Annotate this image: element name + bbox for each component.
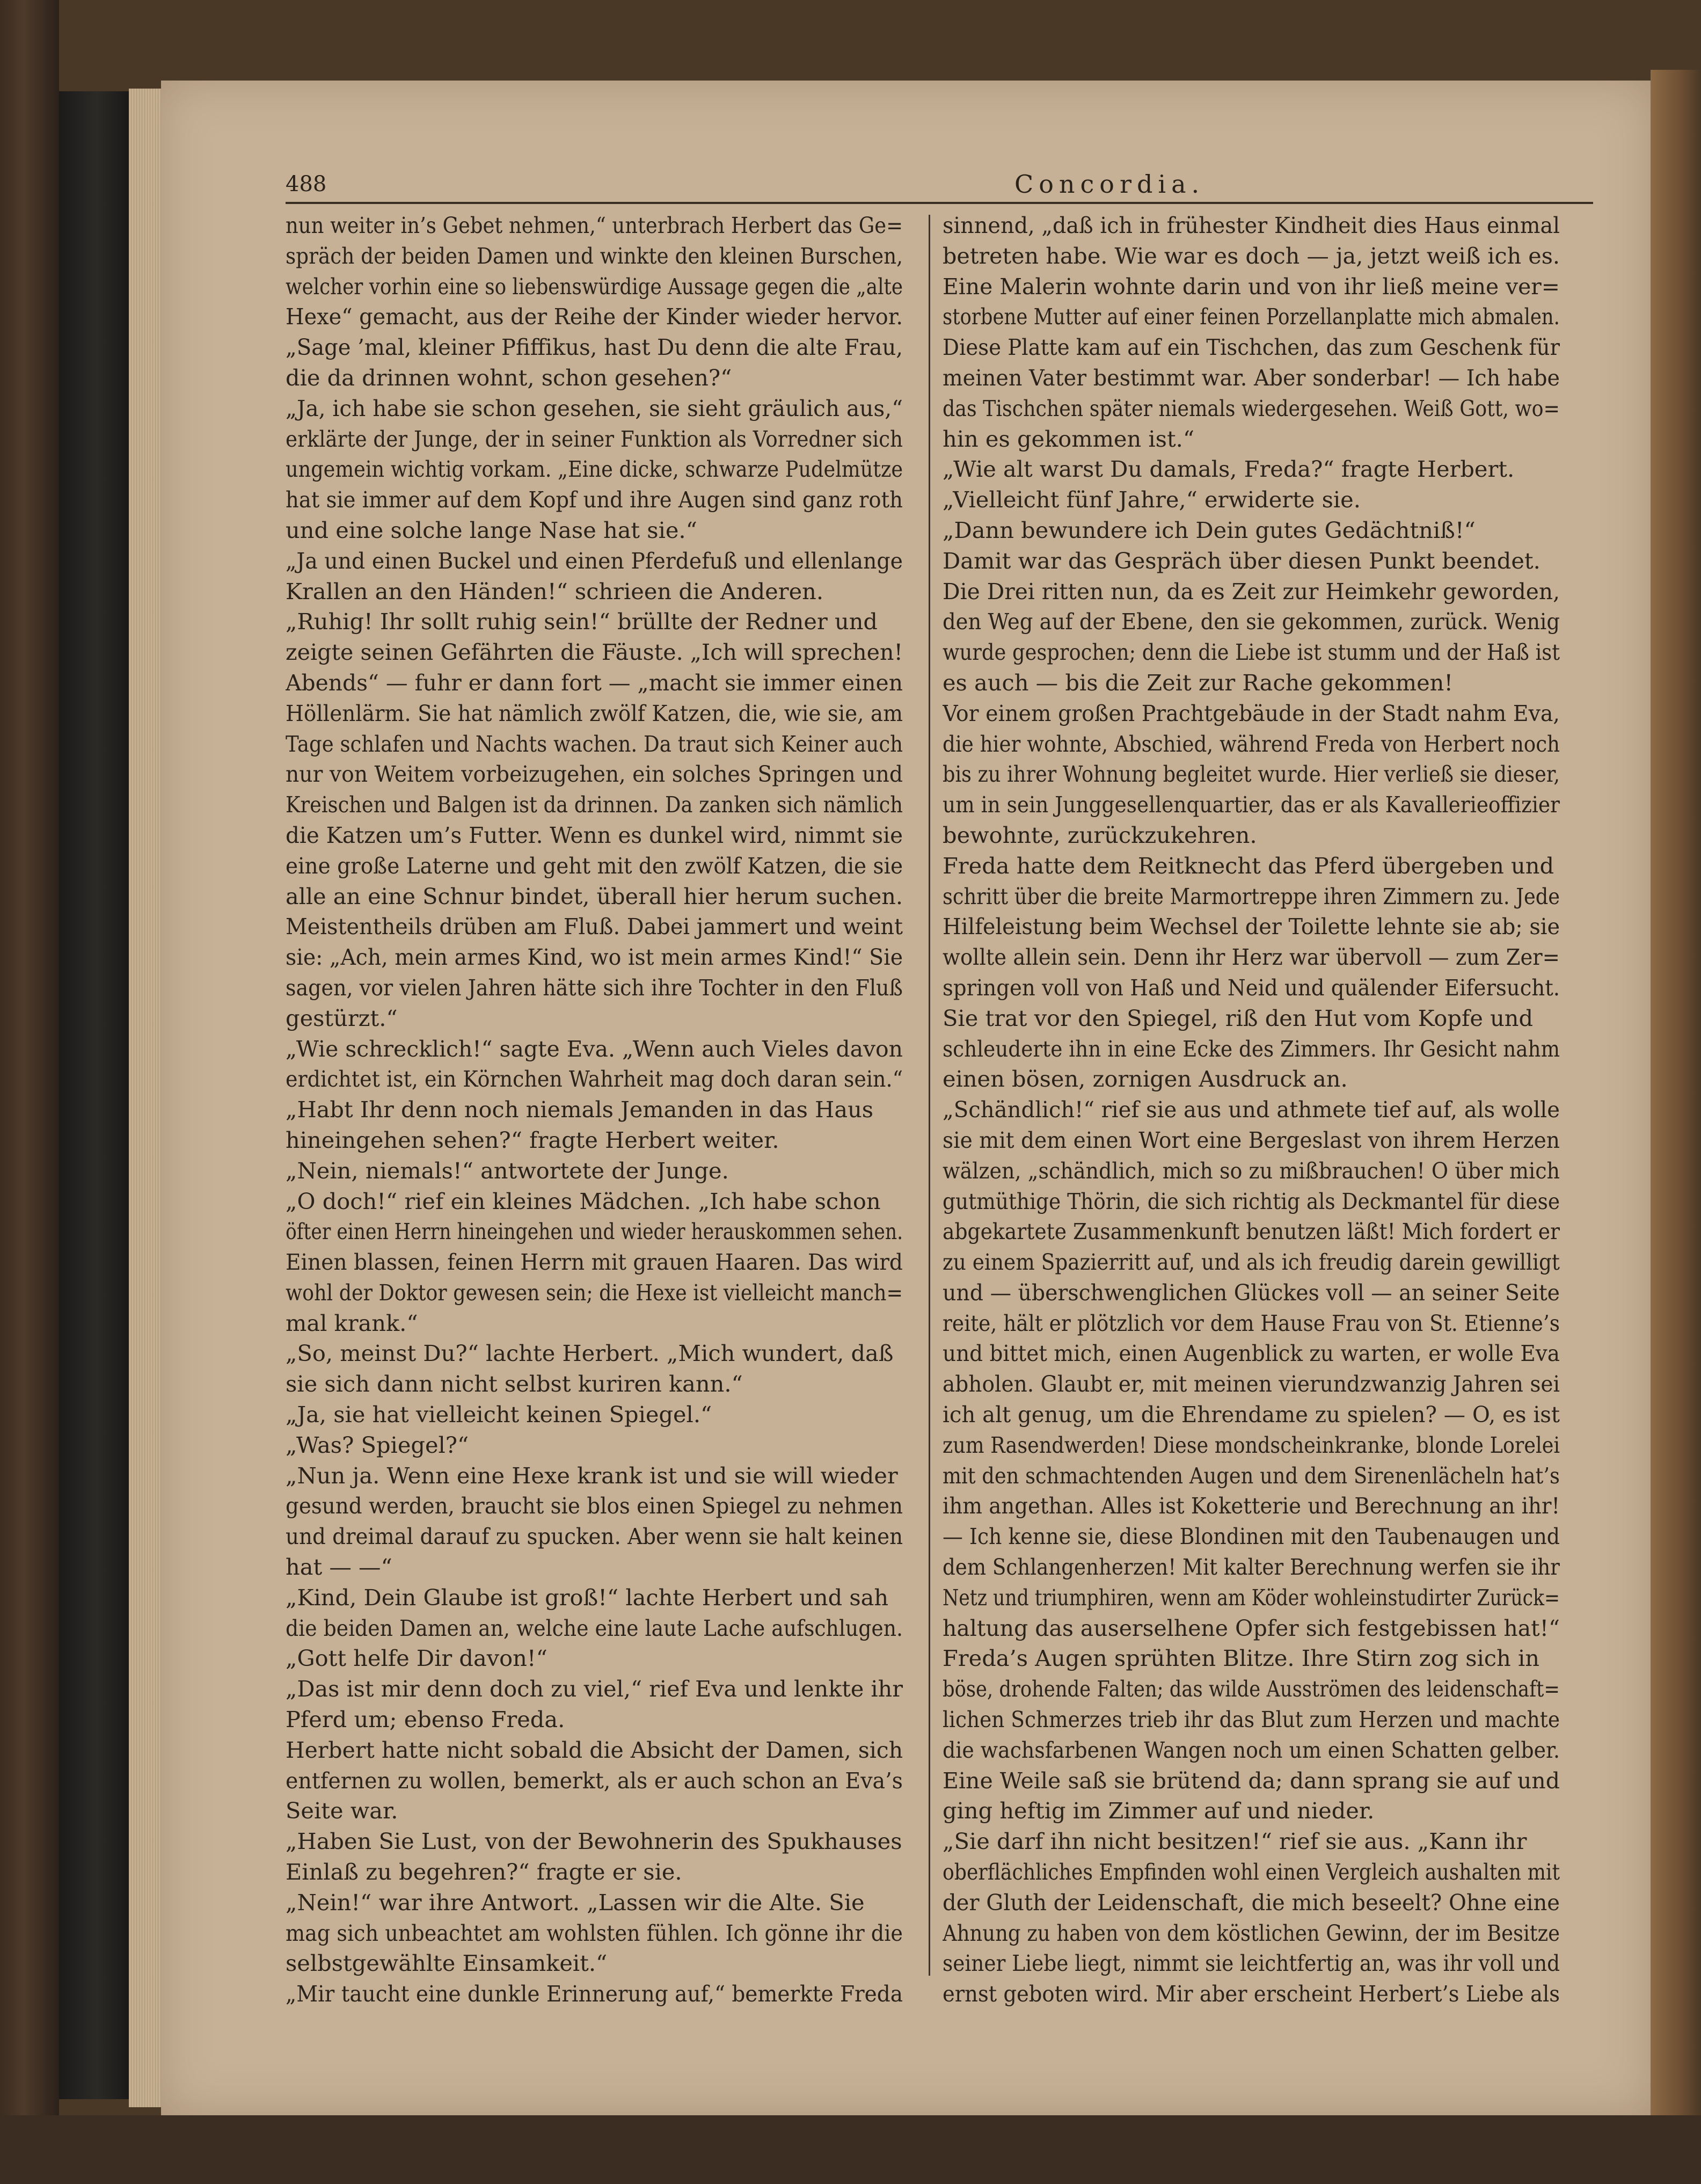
text-line: wälzen, „schändlich, mich so zu mißbrauchen! O über mich — [943, 1157, 1560, 1184]
text-line: spräch der beiden Damen und winkte den kleinen Burschen, — [286, 242, 903, 269]
text-line: Herbert hatte nicht sobald die Absicht der Damen, sich — [286, 1736, 903, 1763]
text-line: welcher vorhin eine so liebenswürdige Aussage gegen die „alte — [286, 273, 903, 300]
text-line: „Dann bewundere ich Dein gutes Gedächtniß!“ — [943, 516, 1476, 543]
text-line: nur von Weitem vorbeizugehen, ein solches Springen und — [286, 761, 903, 788]
text-line: Sie trat vor den Spiegel, riß den Hut vom Kopfe und — [943, 1004, 1534, 1031]
book-cover-edge — [0, 0, 59, 2184]
text-line: seiner Liebe liegt, nimmt sie leichtfertig an, was ihr voll und — [943, 1950, 1560, 1977]
text-line: Krallen an den Händen!“ schrieen die Anderen. — [286, 578, 824, 605]
text-line: zum Rasendwerden! Diese mondscheinkranke, blonde Lorelei — [943, 1431, 1560, 1458]
text-line: hin es gekommen ist.“ — [943, 425, 1195, 452]
header-rule — [286, 202, 1593, 204]
text-line: bewohnte, zurückzukehren. — [943, 821, 1257, 848]
text-line: „Gott helfe Dir davon!“ — [286, 1645, 547, 1672]
text-line: — Ich kenne sie, diese Blondinen mit den Taubenaugen und — [943, 1523, 1560, 1550]
text-line: „Nein!“ war ihre Antwort. „Lassen wir die Alte. Sie — [286, 1889, 865, 1916]
text-line: mit den schmachtenden Augen und dem Sirenenlächeln hat’s — [943, 1462, 1560, 1489]
text-line: erdichtet ist, ein Körnchen Wahrheit mag doch daran sein.“ — [286, 1066, 903, 1093]
text-line: der Gluth der Leidenschaft, die mich beseelt? Ohne eine — [943, 1889, 1560, 1916]
text-line: Netz und triumphiren, wenn am Köder wohleinstudirter Zurück= — [943, 1584, 1560, 1611]
text-line: gesund werden, braucht sie blos einen Spiegel zu nehmen — [286, 1493, 903, 1519]
text-line: erklärte der Junge, der in seiner Funktion als Vorredner sich — [286, 425, 903, 452]
text-line: „Mir taucht eine dunkle Erinnerung auf,“ bemerkte Freda — [286, 1981, 903, 2007]
text-line: wohl der Doktor gewesen sein; die Hexe ist vielleicht manch= — [286, 1279, 903, 1306]
text-line: ernst geboten wird. Mir aber erscheint Herbert’s Liebe als — [943, 1981, 1560, 2007]
text-line: „Ja, ich habe sie schon gesehen, sie sieht gräulich aus,“ — [286, 395, 903, 421]
text-line: „Nun ja. Wenn eine Hexe krank ist und sie will wieder — [286, 1462, 898, 1489]
text-line: Ahnung zu haben von dem köstlichen Gewinn, der im Besitze — [943, 1919, 1560, 1946]
text-line: ich alt genug, um die Ehrendame zu spielen? — O, es ist — [943, 1401, 1560, 1428]
text-line: „Nein, niemals!“ antwortete der Junge. — [286, 1157, 729, 1184]
page-number: 488 — [286, 172, 327, 196]
text-line: storbene Mutter auf einer feinen Porzellanplatte mich abmalen. — [943, 303, 1560, 330]
text-line: „Sage ’mal, kleiner Pfiffikus, hast Du denn die alte Frau, — [286, 334, 903, 361]
text-line: die beiden Damen an, welche eine laute Lache aufschlugen. — [286, 1614, 903, 1641]
text-line: alle an eine Schnur bindet, überall hier herum suchen. — [286, 883, 903, 909]
text-line: abgekartete Zusammenkunft benutzen läßt! Mich fordert er — [943, 1218, 1560, 1245]
text-line: Eine Weile saß sie brütend da; dann sprang sie auf und — [943, 1767, 1560, 1794]
text-line: nun weiter in’s Gebet nehmen,“ unterbrach Herbert das Ge= — [286, 212, 903, 238]
text-line: reite, hält er plötzlich vor dem Hause Frau von St. Etienne’s — [943, 1309, 1560, 1336]
running-title: Concordia. — [1014, 170, 1205, 199]
text-line: und bittet mich, einen Augenblick zu warten, er wolle Eva — [943, 1340, 1560, 1367]
text-line: dem Schlangenherzen! Mit kalter Berechnung werfen sie ihr — [943, 1554, 1560, 1581]
text-line: haltung das auserselhene Opfer sich festgebissen hat!“ — [943, 1614, 1560, 1641]
text-line: Freda hatte dem Reitknecht das Pferd übergeben und — [943, 852, 1554, 879]
text-line: Hexe“ gemacht, aus der Reihe der Kinder wieder hervor. — [286, 303, 903, 330]
text-line: die Katzen um’s Futter. Wenn es dunkel wird, nimmt sie — [286, 821, 903, 848]
text-line: wollte allein sein. Denn ihr Herz war übervoll — zum Zer= — [943, 944, 1560, 971]
text-line: und — überschwenglichen Glückes voll — an seiner Seite — [943, 1279, 1560, 1306]
text-line: „O doch!“ rief ein kleines Mädchen. „Ich habe schon — [286, 1188, 881, 1214]
text-line: „Habt Ihr denn noch niemals Jemanden in das Haus — [286, 1096, 874, 1123]
text-line: ihm angethan. Alles ist Koketterie und Berechnung an ihr! — [943, 1493, 1560, 1519]
text-line: „Kind, Dein Glaube ist groß!“ lachte Herbert und sah — [286, 1584, 889, 1611]
text-line: abholen. Glaubt er, mit meinen vierundzwanzig Jahren sei — [943, 1371, 1560, 1397]
text-line: „Schändlich!“ rief sie aus und athmete tief auf, als wolle — [943, 1096, 1560, 1123]
text-line: bis zu ihrer Wohnung begleitet wurde. Hier verließ sie dieser, — [943, 761, 1560, 788]
text-line: „Haben Sie Lust, von der Bewohnerin des Spukhauses — [286, 1828, 902, 1855]
text-line: „Das ist mir denn doch zu viel,“ rief Eva und lenkte ihr — [286, 1676, 903, 1702]
text-line: sagen, vor vielen Jahren hätte sich ihre Tochter in den Fluß — [286, 974, 903, 1001]
text-line: „Ja und einen Buckel und einen Pferdefuß und ellenlange — [286, 547, 903, 574]
text-line: Einlaß zu begehren?“ fragte er sie. — [286, 1859, 682, 1885]
text-line: ungemein wichtig vorkam. „Eine dicke, schwarze Pudelmütze — [286, 456, 903, 483]
text-line: „Ja, sie hat vielleicht keinen Spiegel.“ — [286, 1401, 712, 1428]
text-line: Vor einem großen Prachtgebäude in der Stadt nahm Eva, — [943, 700, 1560, 726]
text-line: die hier wohnte, Abschied, während Freda von Herbert noch — [943, 730, 1560, 757]
text-line: die da drinnen wohnt, schon gesehen?“ — [286, 364, 732, 391]
text-line: das Tischchen später niemals wiedergesehen. Weiß Gott, wo= — [943, 395, 1560, 421]
text-column-left — [286, 210, 903, 2010]
text-line: oberflächliches Empfinden wohl einen Vergleich aushalten mit — [943, 1859, 1560, 1885]
text-line: „Vielleicht fünf Jahre,“ erwiderte sie. — [943, 486, 1361, 513]
text-line: Diese Platte kam auf ein Tischchen, das zum Geschenk für — [943, 334, 1560, 361]
text-line: und eine solche lange Nase hat sie.“ — [286, 516, 697, 543]
text-line: „Was? Spiegel?“ — [286, 1431, 469, 1458]
text-line: öfter einen Herrn hineingehen und wieder herauskommen sehen. — [286, 1218, 903, 1245]
book-bottom-edge — [0, 2115, 1701, 2184]
text-line: Tage schlafen und Nachts wachen. Da traut sich Keiner auch — [286, 730, 903, 757]
text-line: um in sein Junggesellenquartier, das er als Kavallerieoffizier — [943, 791, 1560, 818]
page-header — [161, 166, 1651, 209]
text-line: einen bösen, zornigen Ausdruck an. — [943, 1066, 1348, 1093]
text-line: es auch — bis die Zeit zur Rache gekommen! — [943, 669, 1454, 696]
text-line: betreten habe. Wie war es doch — ja, jetzt weiß ich es. — [943, 242, 1560, 269]
text-line: hineingehen sehen?“ fragte Herbert weiter. — [286, 1126, 779, 1153]
text-line: Einen blassen, feinen Herrn mit grauen Haaren. Das wird — [286, 1249, 903, 1276]
text-line: springen voll von Haß und Neid und quälender Eifersucht. — [943, 974, 1560, 1001]
text-line: Die Drei ritten nun, da es Zeit zur Heimkehr geworden, — [943, 578, 1560, 605]
text-line: Meistentheils drüben am Fluß. Dabei jammert und weint — [286, 913, 903, 940]
text-line: hat sie immer auf dem Kopf und ihre Augen sind ganz roth — [286, 486, 903, 513]
text-line: zeigte seinen Gefährten die Fäuste. „Ich will sprechen! — [286, 639, 903, 666]
text-line: „Wie alt warst Du damals, Freda?“ fragte Herbert. — [943, 456, 1515, 483]
text-column-right — [943, 210, 1560, 2010]
text-line: mal krank.“ — [286, 1309, 418, 1336]
text-line: sie sich dann nicht selbst kuriren kann.“ — [286, 1371, 743, 1397]
text-line: Eine Malerin wohnte darin und von ihr ließ meine ver= — [943, 273, 1560, 300]
text-line: schritt über die breite Marmortreppe ihren Zimmern zu. Jede — [943, 883, 1560, 909]
text-line: Seite war. — [286, 1797, 398, 1824]
text-line: „So, meinst Du?“ lachte Herbert. „Mich wundert, daß — [286, 1340, 894, 1367]
text-line: Hilfeleistung beim Wechsel der Toilette lehnte sie ab; sie — [943, 913, 1560, 940]
text-line: entfernen zu wollen, bemerkt, als er auch schon an Eva’s — [286, 1767, 903, 1794]
text-line: hat — —“ — [286, 1554, 392, 1581]
text-line: wurde gesprochen; denn die Liebe ist stumm und der Haß ist — [943, 639, 1560, 666]
text-line: eine große Laterne und geht mit den zwölf Katzen, die sie — [286, 852, 903, 879]
text-line: gestürzt.“ — [286, 1004, 398, 1031]
text-line: lichen Schmerzes trieb ihr das Blut zum Herzen und machte — [943, 1706, 1560, 1733]
text-line: „Ruhig! Ihr sollt ruhig sein!“ brüllte der Redner und — [286, 608, 878, 635]
text-line: „Wie schrecklich!“ sagte Eva. „Wenn auch Vieles davon — [286, 1035, 903, 1062]
text-line: und dreimal darauf zu spucken. Aber wenn sie halt keinen — [286, 1523, 903, 1550]
text-line: Pferd um; ebenso Freda. — [286, 1706, 565, 1733]
text-line: Höllenlärm. Sie hat nämlich zwölf Katzen, die, wie sie, am — [286, 700, 903, 726]
text-line: gutmüthige Thörin, die sich richtig als Deckmantel für diese — [943, 1188, 1560, 1214]
text-line: Kreischen und Balgen ist da drinnen. Da zanken sich nämlich — [286, 791, 903, 818]
text-line: sie: „Ach, mein armes Kind, wo ist mein armes Kind!“ Sie — [286, 944, 903, 971]
text-line: sie mit dem einen Wort eine Bergeslast von ihrem Herzen — [943, 1126, 1560, 1153]
text-line: den Weg auf der Ebene, den sie gekommen, zurück. Wenig — [943, 608, 1560, 635]
book-binding — [59, 91, 134, 2099]
column-divider — [929, 215, 930, 1976]
text-line: ging heftig im Zimmer auf und nieder. — [943, 1797, 1375, 1824]
text-line: sinnend, „daß ich in frühester Kindheit dies Haus einmal — [943, 212, 1560, 238]
facing-page-edge — [1651, 70, 1701, 2126]
text-line: mag sich unbeachtet am wohlsten fühlen. Ich gönne ihr die — [286, 1919, 903, 1946]
text-line: selbstgewählte Einsamkeit.“ — [286, 1950, 608, 1977]
text-line: Abends“ — fuhr er dann fort — „macht sie immer einen — [286, 669, 903, 696]
text-line: meinen Vater bestimmt war. Aber sonderbar! — Ich habe — [943, 364, 1560, 391]
text-line: böse, drohende Falten; das wilde Ausströmen des leidenschaft= — [943, 1676, 1560, 1702]
text-line: Freda’s Augen sprühten Blitze. Ihre Stirn zog sich in — [943, 1645, 1539, 1672]
text-line: schleuderte ihn in eine Ecke des Zimmers. Ihr Gesicht nahm — [943, 1035, 1560, 1062]
text-line: „Sie darf ihn nicht besitzen!“ rief sie aus. „Kann ihr — [943, 1828, 1527, 1855]
text-line: Damit war das Gespräch über diesen Punkt beendet. — [943, 547, 1541, 574]
text-line: zu einem Spazierritt auf, und als ich freudig darein gewilligt — [943, 1249, 1560, 1276]
text-line: die wachsfarbenen Wangen noch um einen Schatten gelber. — [943, 1736, 1560, 1763]
